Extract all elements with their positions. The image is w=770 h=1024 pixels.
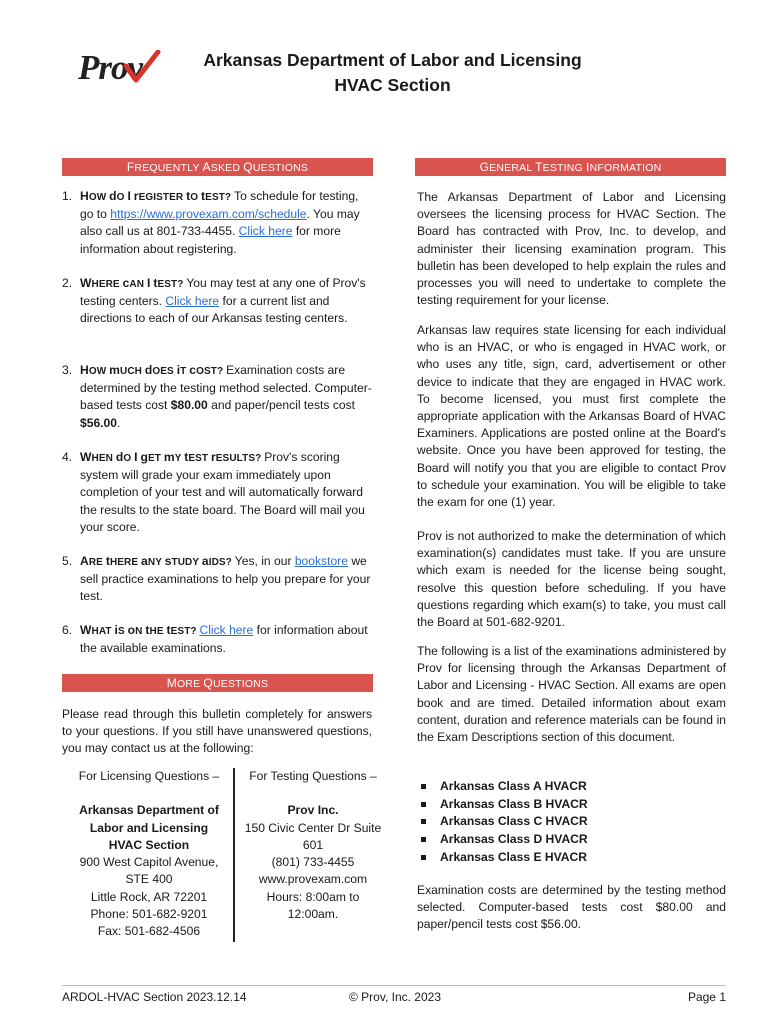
licensing-phone: Phone: 501-682-9201 (90, 907, 208, 922)
faq-question: HOW dO I rEGISTER tO tEST? (80, 189, 232, 203)
bookstore-link[interactable]: bookstore (294, 554, 348, 568)
faq-item-register: 1. HOW dO I rEGISTER tO tEST? To schedule for testing, go to https://www.provexam.com/schedule. You may also call us at 801-733-4455. Click here for more information about registering. (62, 189, 360, 256)
list-item: Arkansas Class C HVACR (417, 813, 717, 831)
faq-question: WHEN dO I gET mY tEST rESULTS? (80, 450, 262, 464)
testing-website: www.provexam.com (258, 872, 368, 887)
general-paragraph-4: The following is a list of the examinations administered by Prov for licensing through the Arkansas Department of Labor and Licensing - HVAC Section. All exams are open book and are timed. Detailed information about exam content, duration and reference materials can be found in the Exam Descriptions section of this document. (417, 644, 726, 745)
bullet-icon (421, 819, 426, 824)
testing-centers-link[interactable]: Click here (165, 294, 220, 309)
footer-divider (62, 985, 726, 986)
footer-doc-id: ARDOL-HVAC Section 2023.12.14 (62, 990, 247, 1004)
testing-contact (238, 768, 388, 923)
licensing-fax: Fax: 501-682-4506 (97, 924, 201, 939)
faq-question: HOW mUCH dOES iT cOST? (80, 363, 224, 377)
faq-item-cost: 3. HOW mUCH dOES iT cOST? Examination costs are determined by the testing method selected. Computer-based tests cost $80.00 and paper/pencil tests cost $56.00. (62, 363, 372, 430)
faq-item-where: 2. WHERE cAN I tEST? You may test at any one of Prov's testing centers. Click here for a current list and directions to each of our Arkansas testing centers. (62, 276, 366, 326)
bullet-icon (421, 802, 426, 807)
testing-phone: (801) 733-4455 (271, 855, 355, 870)
licensing-city: Little Rock, AR 72201 (90, 889, 208, 904)
faq-item-results: 4. WHEN dO I gET mY tEST rESULTS? Prov's scoring system will grade your exam immediately upon completion of your test and will automatically forward the results to the state board. The Board will mail you your score. (62, 450, 365, 534)
footer-copyright: © Prov, Inc. 2023 (349, 990, 441, 1004)
faq-item-test-content: 6. WHAT iS oN tHE tEST? Click here for information about the available examinations. (62, 623, 368, 656)
faq-item-study-aids: 5. ARE tHERE aNY sTUDY aIDS? Yes, in our bookstore we sell practice examinations to help you prepare for your test. (62, 554, 371, 604)
footer-page-number: Page 1 (687, 990, 726, 1004)
more-questions-section-header: MORE QUESTIONS (62, 674, 373, 692)
more-questions-intro: Please read through this bulletin completely for answers to your questions. If you still have unanswered questions, you may contact us at the following: (62, 707, 372, 756)
page-title: Arkansas Department of Labor and Licensing (203, 50, 582, 70)
testing-contact-heading: For Testing Questions – (249, 769, 377, 783)
licensing-contact-heading: For Licensing Questions – (78, 769, 220, 783)
faq-section-header: FREQUENTLY ASKED QUESTIONS (62, 158, 373, 176)
licensing-contact (66, 768, 232, 941)
licensing-org-name: Arkansas Department of Labor and Licensing HVAC Section (79, 803, 219, 852)
schedule-link[interactable]: https://www.provexam.com/schedule (110, 207, 307, 222)
licensing-address: 900 West Capitol Avenue, STE 400 (79, 855, 219, 887)
faq-question: ARE tHERE aNY sTUDY aIDS? (80, 554, 232, 568)
exam-info-link[interactable]: Click here (199, 623, 254, 637)
prov-logo (78, 46, 160, 88)
exam-list (417, 778, 717, 867)
general-paragraph-1: The Arkansas Department of Labor and Licensing oversees the licensing process for HVAC Section. The Board has contracted with Prov, Inc. to develop, and administer their licensing examination program. This bulletin has been developed to help explain the rules and processes you will need to undertake to complete the testing requirement for your license. (417, 190, 726, 308)
checkmark-icon (122, 50, 162, 84)
logo-wordmark: Prov (78, 48, 143, 87)
list-item: Arkansas Class B HVACR (417, 796, 717, 814)
testing-hours: Hours: 8:00am to 12:00am. (266, 889, 360, 922)
register-info-link[interactable]: Click here (238, 224, 293, 239)
testing-address: 150 Civic Center Dr Suite 601 (244, 820, 382, 852)
general-paragraph-2: Arkansas law requires state licensing for each individual who is an HVAC, or who is engaged in HVAC work, or who uses any title, sign, card, advertisement or other device to indicate that they are engaged in HVAC work. To become licensed, you must first complete the appropriate application with the Arkansas Board of HVAC Examiners. Applications are posted online at the Board's website. Once you have been approved for testing, the Board will notify you that you are eligible to contact Prov to schedule your examination. You will be eligible to take the exam for one (1) year. (417, 323, 726, 510)
general-info-section-header: GENERAL TESTING INFORMATION (415, 158, 726, 176)
page-subtitle: HVAC Section (334, 75, 451, 95)
bullet-icon (421, 855, 426, 860)
testing-org-name: Prov Inc. (287, 803, 339, 818)
bullet-icon (421, 837, 426, 842)
faq-question: WHERE cAN I tEST? (80, 276, 184, 290)
list-item: Arkansas Class D HVACR (417, 831, 717, 849)
general-paragraph-5: Examination costs are determined by the testing method selected. Computer-based tests cost $80.00 and paper/pencil tests cost $56.00. (417, 883, 726, 932)
contact-divider (233, 768, 235, 942)
general-paragraph-3: Prov is not authorized to make the determination of which examination(s) candidates must take. If you are unsure which exam is needed for the license being sought, resolve this question before scheduling. If you have questions regarding which exam(s) to take, you must call the Board at 501-682-9201. (417, 529, 726, 630)
bullet-icon (421, 784, 426, 789)
faq-question: WHAT iS oN tHE tEST? (80, 623, 197, 637)
list-item: Arkansas Class E HVACR (417, 849, 717, 867)
list-item: Arkansas Class A HVACR (417, 778, 717, 796)
